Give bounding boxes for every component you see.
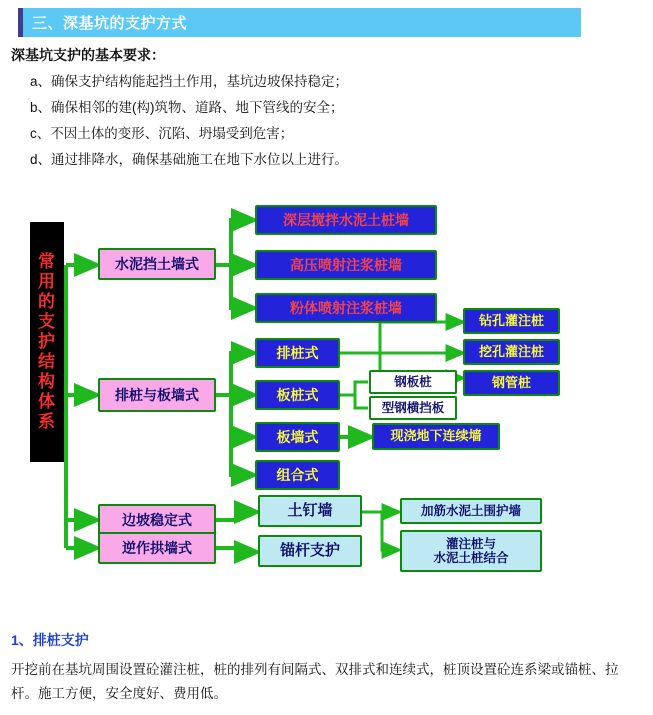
root-char: 常 [38, 252, 56, 271]
node-row-pile: 排桩式 [255, 338, 340, 368]
node-reverse-arch-wall: 逆作拱墙式 [98, 532, 216, 564]
node-deep-mixing-pile-wall: 深层搅拌水泥土桩墙 [255, 205, 437, 235]
node-reinforced-cement-soil-wall: 加筋水泥土围护墙 [400, 498, 542, 524]
list-item: c、不因土体的变形、沉陷、坍塌受到危害； [30, 126, 294, 141]
node-combined-type: 组合式 [255, 460, 340, 490]
subsection-title: 1、排桩支护 [11, 632, 89, 648]
list-item: b、确保相邻的建(构)筑物、道路、地下管线的安全； [30, 100, 344, 115]
intro-title: 深基坑支护的基本要求： [11, 47, 165, 63]
node-dug-cast-pile: 挖孔灌注桩 [463, 339, 560, 365]
node-anchor-support: 锚杆支护 [258, 535, 362, 567]
node-plate-wall: 板墙式 [255, 422, 340, 452]
root-char: 的 [38, 292, 56, 311]
root-char: 护 [38, 332, 56, 351]
root-char: 结 [38, 352, 56, 371]
node-bored-cast-pile: 钻孔灌注桩 [463, 308, 560, 334]
root-char: 体 [38, 392, 56, 411]
node-slope-stability: 边坡稳定式 [98, 504, 216, 536]
node-sheet-pile: 板桩式 [255, 380, 340, 410]
node-row-pile-and-plate-wall: 排桩与板墙式 [98, 378, 216, 412]
node-high-pressure-jet-grouting: 高压喷射注浆桩墙 [255, 250, 437, 280]
root-char: 用 [38, 272, 56, 291]
node-line-1: 灌注桩与 [445, 536, 496, 551]
node-line-2: 水泥土桩结合 [433, 551, 509, 565]
section-header-banner [18, 8, 581, 37]
root-char: 构 [38, 372, 56, 391]
section-header-title: 三、深基坑的支护方式 [32, 15, 188, 32]
list-item: d、通过排降水，确保基础施工在地下水位以上进行。 [30, 152, 349, 167]
node-pile-cement-combination [400, 530, 542, 572]
node-soil-nail-wall: 土钉墙 [258, 495, 362, 527]
root-char: 系 [38, 412, 56, 431]
node-section-steel-plank: 型钢横挡板 [369, 396, 457, 420]
node-powder-jet-grouting: 粉体喷射注浆桩墙 [255, 293, 437, 323]
node-steel-pipe-pile: 钢管桩 [463, 370, 560, 396]
subsection-body: 开挖前在基坑周围设置砼灌注桩，桩的排列有间隔式、双排式和连续式，桩顶设置砼连系梁或锚桩、拉杆。施工方便，安全度好、费用低。 [11, 662, 619, 701]
support-structure-diagram [0, 190, 653, 590]
node-steel-sheet-pile: 钢板桩 [369, 370, 457, 394]
intro-list [30, 70, 630, 174]
diagram-root-title [30, 222, 64, 462]
root-char: 支 [38, 312, 56, 331]
node-cement-retaining-wall: 水泥挡土墙式 [98, 248, 216, 280]
list-item: a、确保支护结构能起挡土作用，基坑边坡保持稳定； [30, 74, 349, 89]
node-cast-in-situ-diaphragm-wall: 现浇地下连续墙 [372, 423, 500, 450]
